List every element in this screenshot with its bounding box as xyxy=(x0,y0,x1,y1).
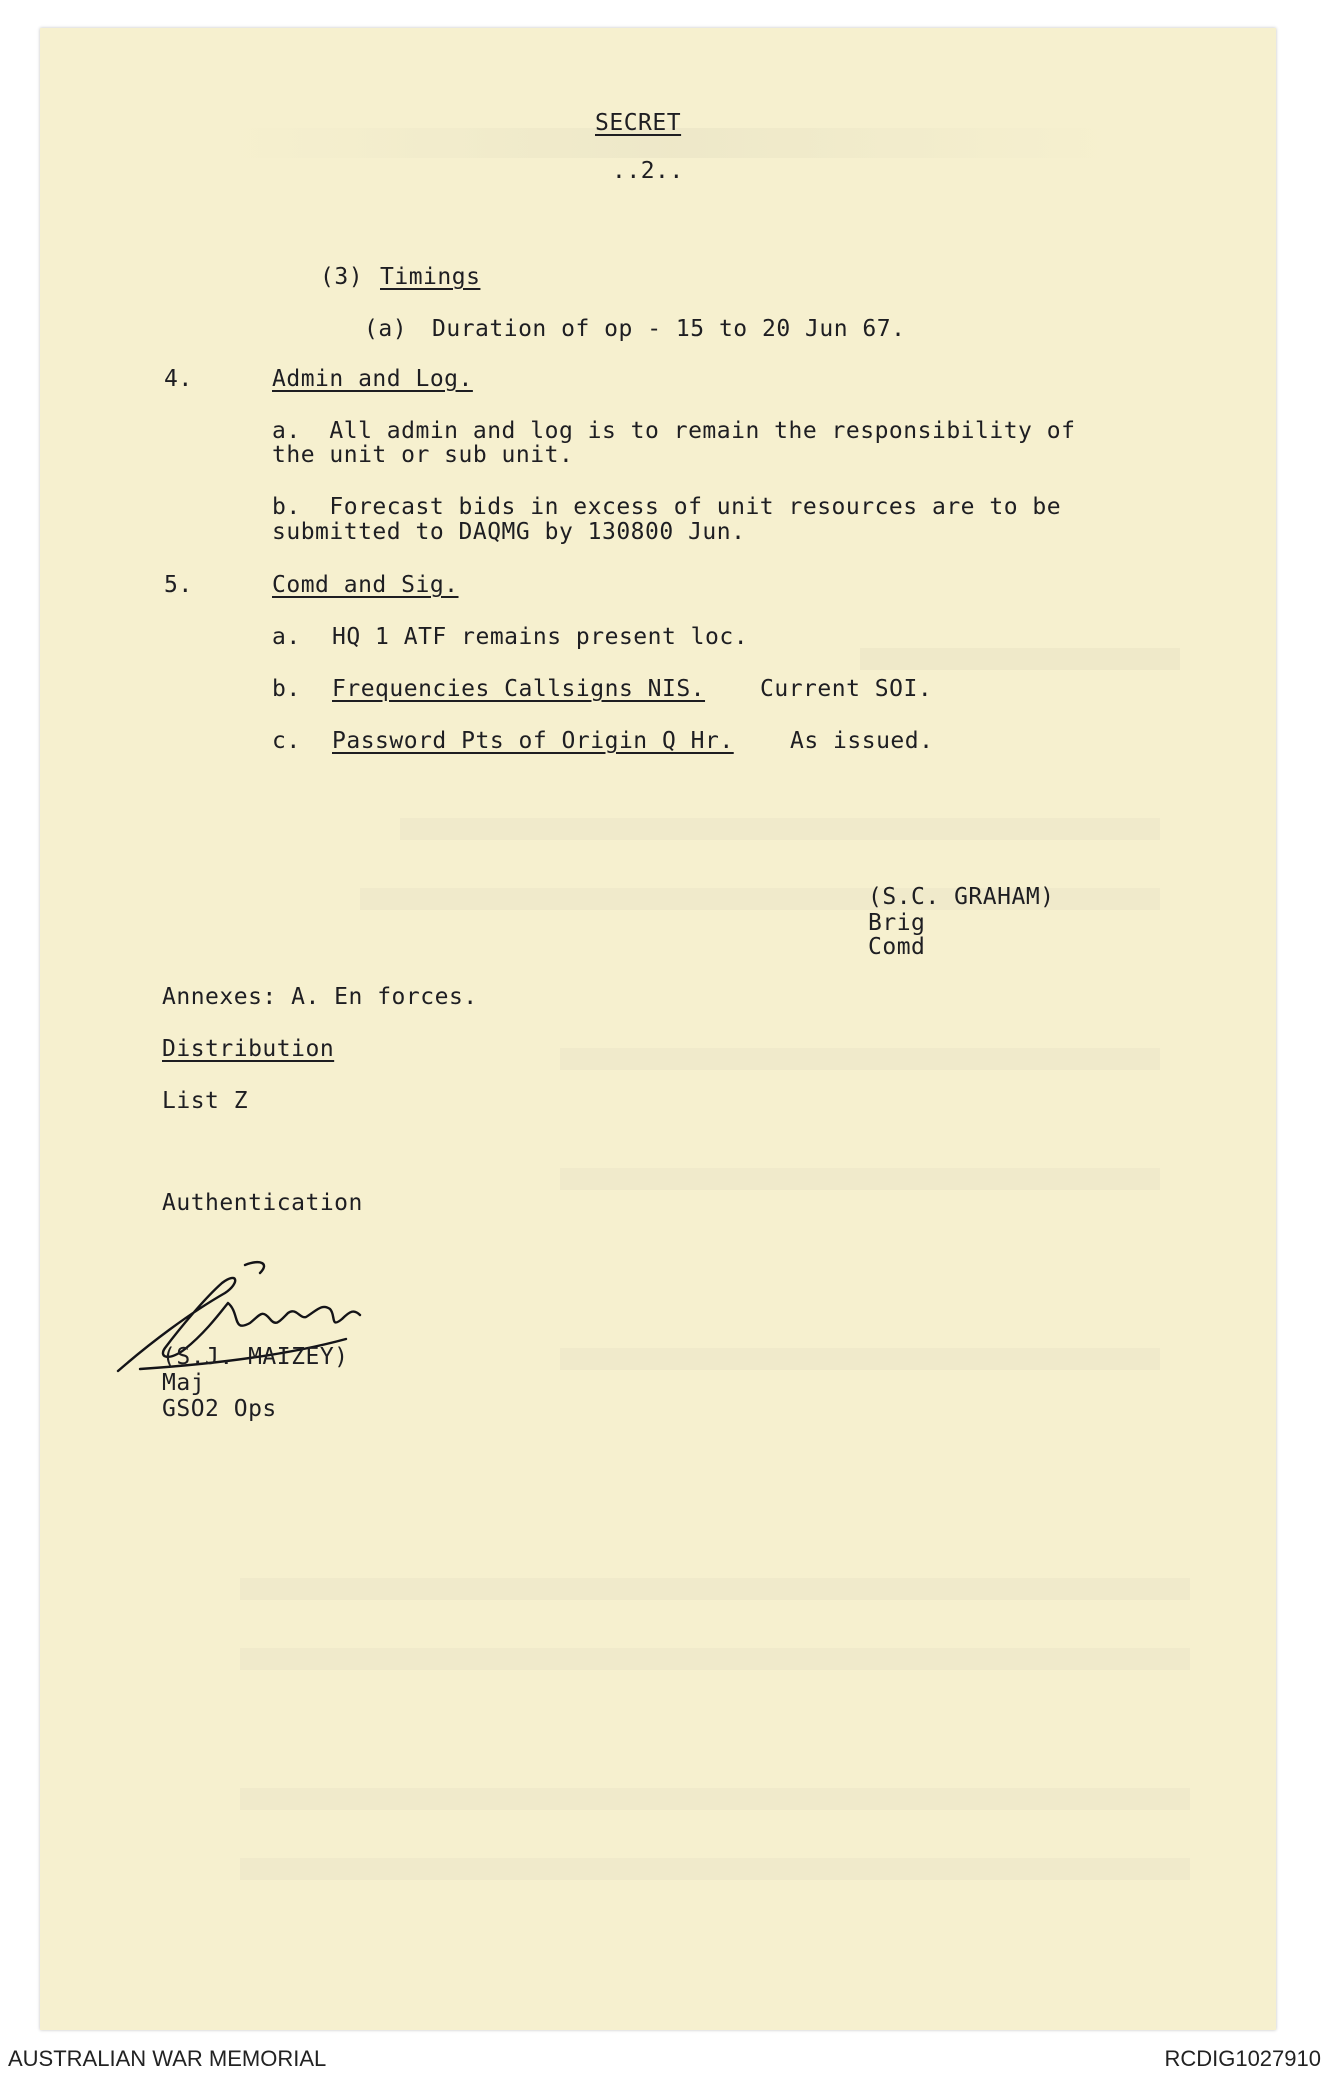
section5-a-text: HQ 1 ATF remains present loc. xyxy=(332,624,749,650)
classification-header: SECRET xyxy=(595,110,682,136)
signatory-name: (S.C. GRAHAM) xyxy=(868,884,1055,910)
page-marker: ..2.. xyxy=(612,158,684,184)
distribution-value: List Z xyxy=(162,1088,249,1114)
annexes-line: Annexes: A. En forces. xyxy=(162,984,478,1010)
section5-b-label: b. xyxy=(272,676,301,702)
distribution-heading: Distribution xyxy=(162,1036,335,1062)
footer-source: AUSTRALIAN WAR MEMORIAL xyxy=(8,2046,327,2071)
section5-heading: Comd and Sig. xyxy=(272,572,459,598)
section4-b-line1: b. Forecast bids in excess of unit resources are to be xyxy=(272,494,1062,520)
timings-number: (3) xyxy=(320,264,364,290)
signatory-appointment: Comd xyxy=(868,934,926,960)
timings-a-text: Duration of op - 15 to 20 Jun 67. xyxy=(432,316,906,342)
section4-a-line2: the unit or sub unit. xyxy=(272,442,574,468)
section4-b-line2: submitted to DAQMG by 130800 Jun. xyxy=(272,519,746,545)
section4-a-line1: a. All admin and log is to remain the responsibility of xyxy=(272,418,1076,444)
timings-heading: Timings xyxy=(380,264,481,290)
section5-c-rest: As issued. xyxy=(790,728,934,754)
section4-heading: Admin and Log. xyxy=(272,366,473,392)
authentication-appointment: GSO2 Ops xyxy=(162,1396,277,1422)
section5-number: 5. xyxy=(164,572,193,598)
authentication-rank: Maj xyxy=(162,1370,206,1396)
authentication-heading: Authentication xyxy=(162,1190,363,1216)
section5-b-underlined: Frequencies Callsigns NIS. xyxy=(332,676,706,702)
section5-c-label: c. xyxy=(272,728,301,754)
footer-id: RCDIG1027910 xyxy=(1164,2046,1321,2071)
authentication-name: (S.J. MAIZEY) xyxy=(162,1344,349,1370)
section5-a-label: a. xyxy=(272,624,301,650)
document-page xyxy=(40,28,1276,2030)
section5-c-underlined: Password Pts of Origin Q Hr. xyxy=(332,728,734,754)
section4-number: 4. xyxy=(164,366,193,392)
timings-a-label: (a) xyxy=(364,316,408,342)
signatory-rank: Brig xyxy=(868,910,926,936)
section5-b-rest: Current SOI. xyxy=(760,676,933,702)
